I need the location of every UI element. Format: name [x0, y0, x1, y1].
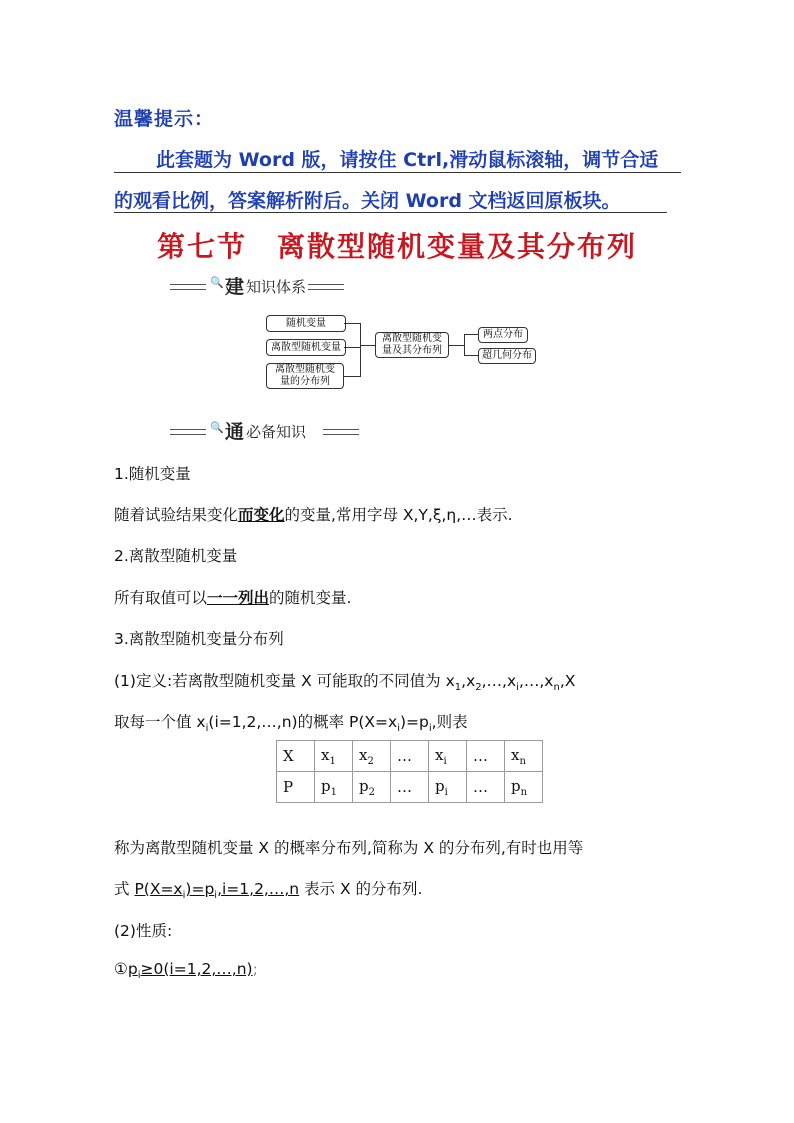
section-glyph: 通 [225, 421, 245, 443]
diagram-connector [464, 334, 465, 356]
table-cell: $x_1$ [315, 741, 353, 772]
table-cell: $p_2$ [353, 772, 391, 803]
heading-properties: (2)性质: [114, 922, 173, 940]
table-cell: X [277, 741, 315, 772]
section-title: 第七节 离散型随机变量及其分布列 [156, 230, 637, 263]
formula-blank: $P(X=x_i)=p_i,i=1,2,\dots,n$ [134, 880, 300, 902]
section-label: 知识体系 [246, 278, 307, 296]
table-cell: … [467, 772, 505, 803]
table-cell: $x_i$ [429, 741, 467, 772]
diagram-connector [464, 334, 478, 335]
definition-line-2: 取每一个值 $x_i(i=1,2,\dots,n)$的概率 $P(X=x_i)=p_i$,则表 [114, 713, 468, 735]
section-glyph: 建 [225, 276, 245, 298]
table-cell: $p_1$ [315, 772, 353, 803]
table-row [277, 741, 543, 772]
table-row [277, 772, 543, 803]
heading-random-variable: 1.随机变量 [114, 465, 191, 483]
tip-line-2: 的观看比例，答案解析附后。关闭 Word 文档返回原板块。 [114, 190, 621, 212]
paragraph-random-variable: 随着试验结果变化而变化的变量,常用字母 X,Y,ξ,η,…表示. [114, 506, 513, 524]
diagram-box-discrete-variable: 离散型随机变量 [266, 339, 346, 356]
diagram-connector [449, 345, 464, 346]
section-label: 必备知识 [246, 423, 307, 441]
section-rule-left [170, 429, 206, 435]
diagram-connector [360, 323, 361, 377]
table-cell: $x_n$ [505, 741, 543, 772]
heading-distribution: 3.离散型随机变量分布列 [114, 630, 284, 648]
section-rule-right [308, 284, 344, 290]
table-cell: … [467, 741, 505, 772]
table-cell: … [391, 772, 429, 803]
tip-line-1: 此套题为 Word 版，请按住 Ctrl,滑动鼠标滚轴，调节合适 [156, 149, 659, 171]
diagram-connector [344, 323, 361, 324]
tip-underline-2 [114, 212, 667, 213]
diagram-connector [464, 355, 478, 356]
diagram-connector [360, 345, 375, 346]
heading-discrete-variable: 2.离散型随机变量 [114, 547, 238, 565]
tip-heading: 温馨提示： [114, 108, 215, 130]
table-cell: … [391, 741, 429, 772]
diagram-box-center: 离散型随机变量及其分布列 [375, 332, 449, 358]
key-term-blank: 一一列出 [207, 589, 270, 607]
magnifier-icon: 🔍 [210, 421, 224, 434]
formula-blank: $p_i\ge 0(i=1,2,\dots,n)$ [127, 960, 253, 982]
diagram-connector [344, 376, 361, 377]
definition-line-1: (1)定义:若离散型随机变量 X 可能取的不同值为 $x_1,x_2,\dots,x_i,\dots,x_n,X$ [114, 672, 576, 694]
paragraph-discrete-variable: 所有取值可以一一列出的随机变量. [114, 589, 352, 607]
key-term-blank: 而变化 [238, 506, 285, 524]
table-cell: $p_i$ [429, 772, 467, 803]
diagram-box-random-variable: 随机变量 [266, 315, 346, 332]
diagram-box-two-point: 两点分布 [478, 327, 528, 343]
diagram-box-hypergeometric: 超几何分布 [478, 348, 536, 364]
property-1: $①p_i\ge 0(i=1,2,\dots,n)$; [114, 960, 258, 982]
section-rule-right [323, 429, 359, 435]
tip-underline-1 [114, 172, 681, 173]
table-cell: $p_n$ [505, 772, 543, 803]
diagram-connector [344, 347, 361, 348]
paragraph-after-table-1: 称为离散型随机变量 X 的概率分布列,简称为 X 的分布列,有时也用等 [114, 839, 584, 857]
paragraph-after-table-2: 式 $P(X=x_i)=p_i,i=1,2,\dots,n$ 表示 X 的分布列. [114, 880, 423, 902]
distribution-table [276, 740, 543, 803]
table-cell: $x_2$ [353, 741, 391, 772]
magnifier-icon: 🔍 [210, 276, 224, 289]
diagram-box-distribution: 离散型随机变量的分布列 [266, 363, 344, 389]
table-cell: P [277, 772, 315, 803]
section-rule-left [170, 284, 206, 290]
